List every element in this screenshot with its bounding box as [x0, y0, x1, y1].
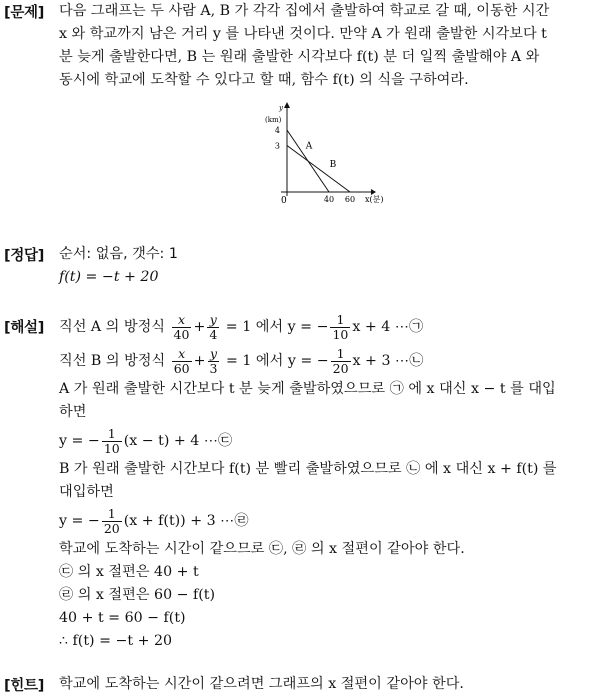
y-axis-arrow [284, 102, 290, 108]
frac-den: 3 [209, 360, 218, 376]
fraction [330, 313, 350, 342]
eq-text: = 1 에서 y = − [225, 353, 329, 369]
marker: ㉢ [218, 433, 233, 449]
problem-line: x 와 학교까지 남은 거리 y 를 나타낸 것이다. 만약 A 가 원래 출발한 시각보다 t [59, 26, 547, 42]
solution-line: ㉢ 의 x 절편은 40 + t [59, 564, 199, 580]
series-label-a: A [305, 141, 313, 152]
frac-num: 1 [102, 427, 122, 442]
y-tick-label: 4 [274, 126, 280, 135]
y-axis-unit: (km) [265, 116, 282, 124]
eq-text: 직선 A 의 방정식 [59, 319, 166, 335]
frac-den: 20 [332, 360, 349, 376]
frac-den: 60 [173, 360, 190, 376]
x-tick-label: 60 [344, 195, 356, 204]
hint-text: 학교에 도착하는 시간이 같으려면 그래프의 x 절편이 같아야 한다. [59, 676, 464, 692]
problem-text [59, 0, 589, 92]
problem-label: [문제] [4, 5, 45, 21]
solution-line: ㉣ 의 x 절편은 60 − f(t) [59, 587, 216, 603]
origin-label: 0 [281, 196, 287, 206]
frac-num: 1 [330, 313, 350, 328]
solution-label: [해설] [4, 320, 45, 336]
equation-d [59, 504, 589, 538]
eq-text: y = − [59, 433, 100, 449]
y-tick-label: 3 [274, 141, 280, 151]
fraction [208, 347, 220, 376]
answer-formula: f(t) = −t + 20 [59, 269, 159, 285]
solution-conclusion: ∴ f(t) = −t + 20 [59, 633, 173, 649]
marker: ㉠ [409, 319, 424, 335]
fraction [102, 507, 122, 536]
frac-num: 1 [331, 347, 351, 362]
solution-line: A 가 원래 출발한 시간보다 t 분 늦게 출발하였으므로 ㉠ 에 x 대신 x − t 를 대입 [59, 381, 556, 397]
frac-den: 40 [173, 326, 190, 342]
fraction [172, 313, 192, 342]
marker: ㉡ [409, 353, 424, 369]
answer-body [59, 243, 589, 289]
problem-line: 동시에 학교에 도착할 수 있다고 할 때, 함수 f(t) 의 식을 구하여라. [59, 72, 469, 88]
hint-body [59, 673, 589, 696]
eq-text: y = − [59, 513, 100, 529]
eq-text: = 1 에서 y = − [225, 319, 329, 335]
equation-b [59, 344, 589, 378]
y-axis-label: y [279, 104, 283, 112]
frac-num: y [207, 313, 219, 328]
answer-label: [정답] [4, 248, 45, 264]
solution-line: 40 + t = 60 − f(t) [59, 610, 186, 626]
fraction [331, 347, 351, 376]
plus-sign: + [193, 353, 206, 369]
eq-text: x + 3 ⋯ [352, 353, 410, 369]
series-label-b: B [329, 160, 337, 171]
x-axis-label: x(분) [365, 195, 384, 204]
eq-text: (x − t) + 4 ⋯ [123, 433, 219, 449]
frac-den: 10 [332, 326, 349, 342]
problem-line: 분 늦게 출발한다면, B 는 원래 출발한 시각보다 f(t) 분 더 일찍 출발해야 A 와 [59, 49, 540, 65]
solution-body [59, 310, 589, 653]
eq-text: 직선 B 의 방정식 [59, 353, 166, 369]
x-tick-label: 40 [323, 195, 335, 204]
equation-c [59, 424, 589, 458]
problem-line: 다음 그래프는 두 사람 A, B 가 각각 집에서 출발하여 학교로 갈 때, 이동한 시간 [59, 3, 550, 19]
frac-den: 10 [103, 440, 120, 456]
fraction [102, 427, 122, 456]
eq-text: (x + f(t)) + 3 ⋯ [123, 513, 235, 529]
distance-time-graph [263, 100, 393, 210]
frac-den: 20 [103, 520, 120, 536]
frac-num: x [172, 313, 192, 328]
solution-line: B 가 원래 출발한 시간보다 f(t) 분 빨리 출발하였으므로 ㉡ 에 x 대신 x + f(t) 를 [59, 461, 557, 477]
frac-num: x [172, 347, 192, 362]
marker: ㉣ [234, 513, 249, 529]
solution-line: 학교에 도착하는 시간이 같으므로 ㉢, ㉣ 의 x 절편이 같아야 한다. [59, 541, 465, 557]
eq-text: x + 4 ⋯ [352, 319, 410, 335]
fraction [207, 313, 219, 342]
frac-den: 4 [209, 326, 218, 342]
answer-line: 순서: 없음, 갯수: 1 [59, 246, 178, 262]
frac-num: 1 [102, 507, 122, 522]
frac-num: y [208, 347, 220, 362]
fraction [172, 347, 192, 376]
plus-sign: + [193, 319, 206, 335]
equation-a [59, 310, 589, 344]
series-line-b [287, 146, 350, 193]
solution-line: 하면 [59, 404, 87, 420]
hint-label: [힌트] [4, 678, 45, 694]
solution-line: 대입하면 [59, 484, 114, 500]
